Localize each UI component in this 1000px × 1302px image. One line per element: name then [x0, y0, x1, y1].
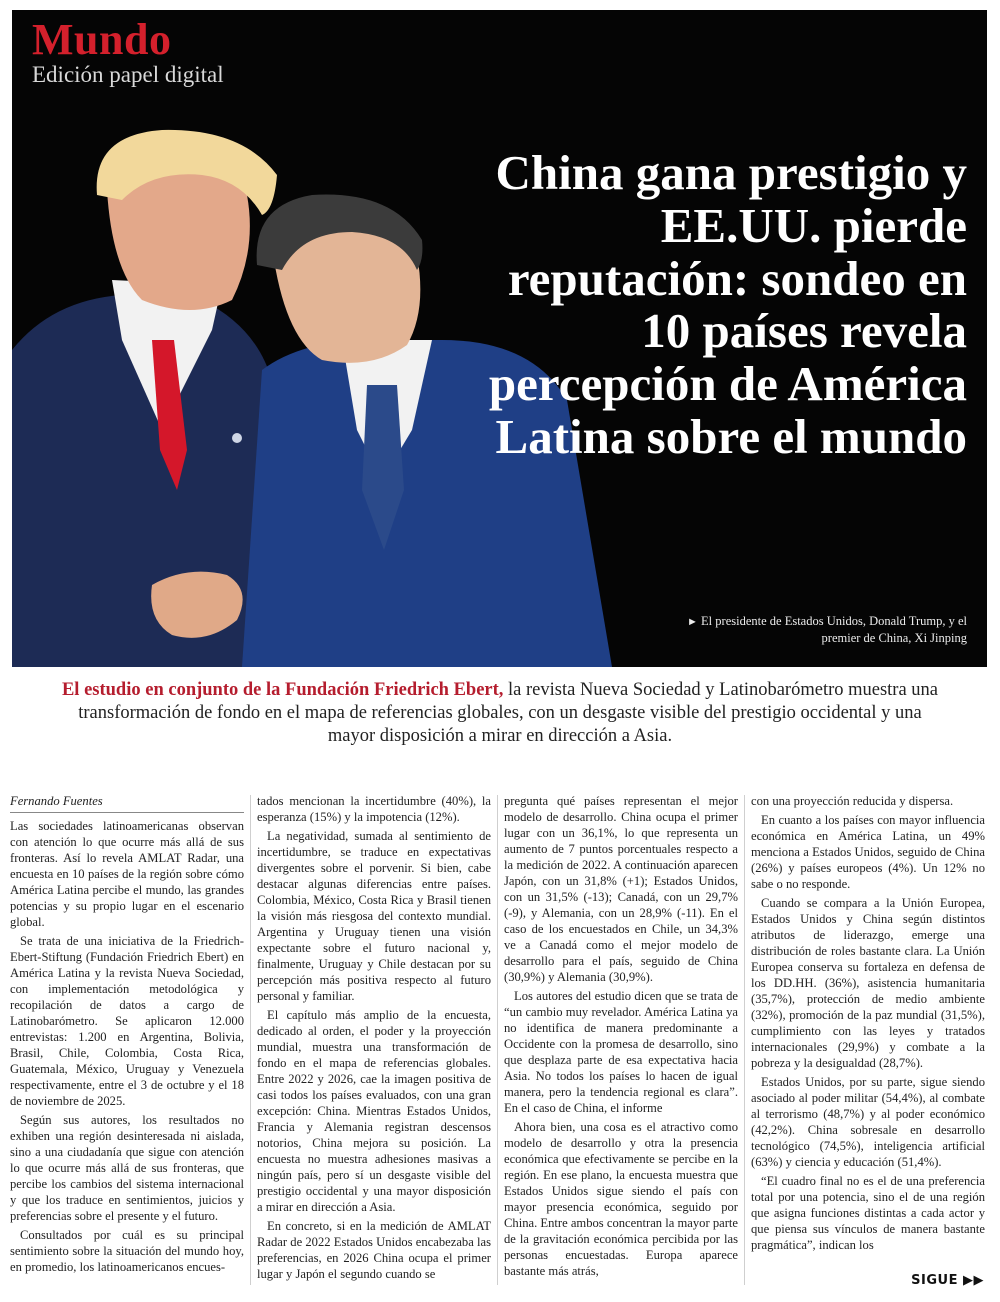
column-4 — [751, 793, 985, 1288]
lede-highlight: El estudio en conjunto de la Fundación Friedrich Ebert, — [61, 680, 504, 700]
column-divider — [497, 795, 498, 1285]
continue-link[interactable]: SIGUE ▶▶ — [911, 1273, 984, 1288]
photo-caption — [687, 613, 967, 646]
caption-text: El presidente de Estados Unidos, Donald Trump, y el premier de China, Xi Jinping — [701, 614, 967, 645]
byline: Fernando Fuentes — [10, 793, 244, 813]
column-divider — [744, 795, 745, 1285]
paragraph: El capítulo más amplio de la encuesta, dedicado al orden, el poder y la proyección mundial, muestra una transformación de fondo en el mapa de referencias globales. Entre 2022 y 2026, cae la imagen positiva de casi todos los países evaluados, con una gran excepción: China. Mientras Estados Unidos, Francia y Alemania registran descensos notorios, China mejora su posición. La encuesta no muestra adhesiones masivas a ningún país, pero sí un desgaste visible del prestigio occidental y una mayor disposición a mirar en dirección a Asia. — [257, 1008, 491, 1214]
paragraph: Se trata de una iniciativa de la Friedrich-Ebert-Stiftung (Fundación Friedrich Ebert) en América Latina y la revista Nueva Sociedad, con implementación metodológica y recopilación de datos a cargo de Latinobarómetro. Se aplicaron 12.000 entrevistas: 1.200 en Argentina, Bolivia, Brasil, Chile, Colombia, Costa Rica, Guatemala, México, Uruguay y Venezuela respectivamente, entre el 3 de octubre y el 18 de noviembre de 2025. — [10, 934, 244, 1108]
paragraph: pregunta qué países representan el mejor modelo de desarrollo. China ocupa el primer lugar con un 36,1%, lo que representa un aumento de 7 puntos porcentuales respecto a la medición de 2022. A continuación aparecen Japón, con un 31,8% (+1); Estados Unidos, con un 31,5% (-13); Canadá, con un 29,7% (-9), y Alemania, con un 28,9% (-11). En el caso de los encuestados en Chile, un 34,3% ve a Canadá como el mejor modelo de desarrollo para el país, seguido de China (30,9%) y Alemania (30,9%). — [504, 794, 738, 984]
paragraph: Ahora bien, una cosa es el atractivo como modelo de desarrollo y otra la presencia económica que efectivamente se percibe en la región. En ese plano, la encuesta muestra que Estados Unidos sigue siendo el país con mayor presencia económica, seguido por China. Entre ambos concentran la mayor parte de la gravitación económica percibida por las personas encuestadas. Europa aparece bastante más atrás, — [504, 1120, 738, 1278]
section-title: Mundo — [32, 15, 172, 64]
article-body — [10, 793, 985, 1288]
column-2 — [257, 793, 491, 1288]
column-1 — [10, 793, 244, 1288]
headline: China gana prestigio y EE.UU. pierde reputación: sondeo en 10 países revela percepción de América Latina sobre el mundo — [488, 145, 967, 464]
paragraph: “El cuadro final no es el de una preferencia total por una potencia, sino el de una región que asigna funciones distintas a cada actor y que piensa sus vínculos de manera bastante pragmática”, indican los — [751, 1174, 985, 1252]
caption-arrow-icon: ► — [687, 616, 698, 628]
paragraph: Cuando se compara a la Unión Europea, Estados Unidos y China según distintos atributos de liderazgo, emerge una distribución de roles bastante clara. La Unión Europea conserva su fortaleza en defensa de los DD.HH. (36%), asistencia humanitaria (35,7%), protección de medio ambiente (32%), promoción de la paz mundial (31,5%), cumplimiento con las leyes y tratados internacionales (29,9%) y combate a la pobreza y la desigualdad (28,7%). — [751, 896, 985, 1070]
paragraph: Según sus autores, los resultados no exhiben una región desinteresada ni aislada, sino a una ciudadanía que sigue con atención lo que ocurre más allá de sus fronteras, que percibe los cambios del sistema internacional y que los traduce en sentimientos, juicios y preferencias sobre el presente y el futuro. — [10, 1113, 244, 1223]
paragraph: En concreto, si en la medición de AMLAT Radar de 2022 Estados Unidos encabezaba las preferencias, en 2026 China ocupa el primer lugar y Japón el segundo cuando se — [257, 1219, 491, 1281]
paragraph: En cuanto a los países con mayor influencia económica en América Latina, un 49% menciona a Estados Unidos, seguido de China (26%) y países europeos (4%). Un 12% no sabe o no responde. — [751, 813, 985, 891]
paragraph: La negatividad, sumada al sentimiento de incertidumbre, se traduce en expectativas divergentes sobre el porvenir. Si bien, cabe destacar algunas diferencias entre países. Colombia, México, Costa Rica y Brasil tienen la visión más riesgosa del contexto mundial. Argentina y Uruguay tienen una visión expectante sobre el futuro nacional y, finalmente, Uruguay y Chile destacan por su percepción más positiva respecto al futuro personal y familiar. — [257, 829, 491, 1003]
paragraph: Las sociedades latinoamericanas observan con atención lo que ocurre más allá de sus fronteras. Así lo revela AMLAT Radar, una encuesta en 10 países de la región sobre cómo América Latina percibe el mundo, las grandes potencias y su propio lugar en el escenario global. — [10, 819, 244, 929]
lede — [60, 679, 940, 748]
paragraph: con una proyección reducida y dispersa. — [751, 794, 954, 808]
paragraph: Estados Unidos, por su parte, sigue siendo asociado al poder militar (54,4%), al combate al terrorismo (48,7%) y al poder económico (42,2%). China sobresale en desarrollo tecnológico (74,5%), inteligencia artificial (63%) y ciencia y educación (51,4%). — [751, 1075, 985, 1169]
column-divider — [250, 795, 251, 1285]
hero-banner — [12, 10, 987, 667]
lede-text: la revista Nueva Sociedad y Latinobarómetro muestra una transformación de fondo en el mapa de referencias globales, con un desgaste visible del prestigio occidental y una mayor disposición a mirar en dirección a Asia. — [78, 680, 939, 746]
column-3 — [504, 793, 738, 1288]
edition-label: Edición papel digital — [32, 62, 224, 87]
paragraph: tados mencionan la incertidumbre (40%), la esperanza (15%) y la impotencia (12%). — [257, 794, 491, 824]
paragraph: Los autores del estudio dicen que se trata de “un cambio muy revelador. América Latina ya no identifica de manera predominante a Occidente con la promesa de desarrollo, sino que desplaza parte de esa expectativa hacia Asia. No todos los países lo hacen de igual manera, pero la tendencia regional es clara”. En el caso de China, el informe — [504, 989, 738, 1115]
paragraph: Consultados por cuál es su principal sentimiento sobre la situación del mundo hoy, en promedio, los latinoamericanos encues- — [10, 1228, 244, 1274]
